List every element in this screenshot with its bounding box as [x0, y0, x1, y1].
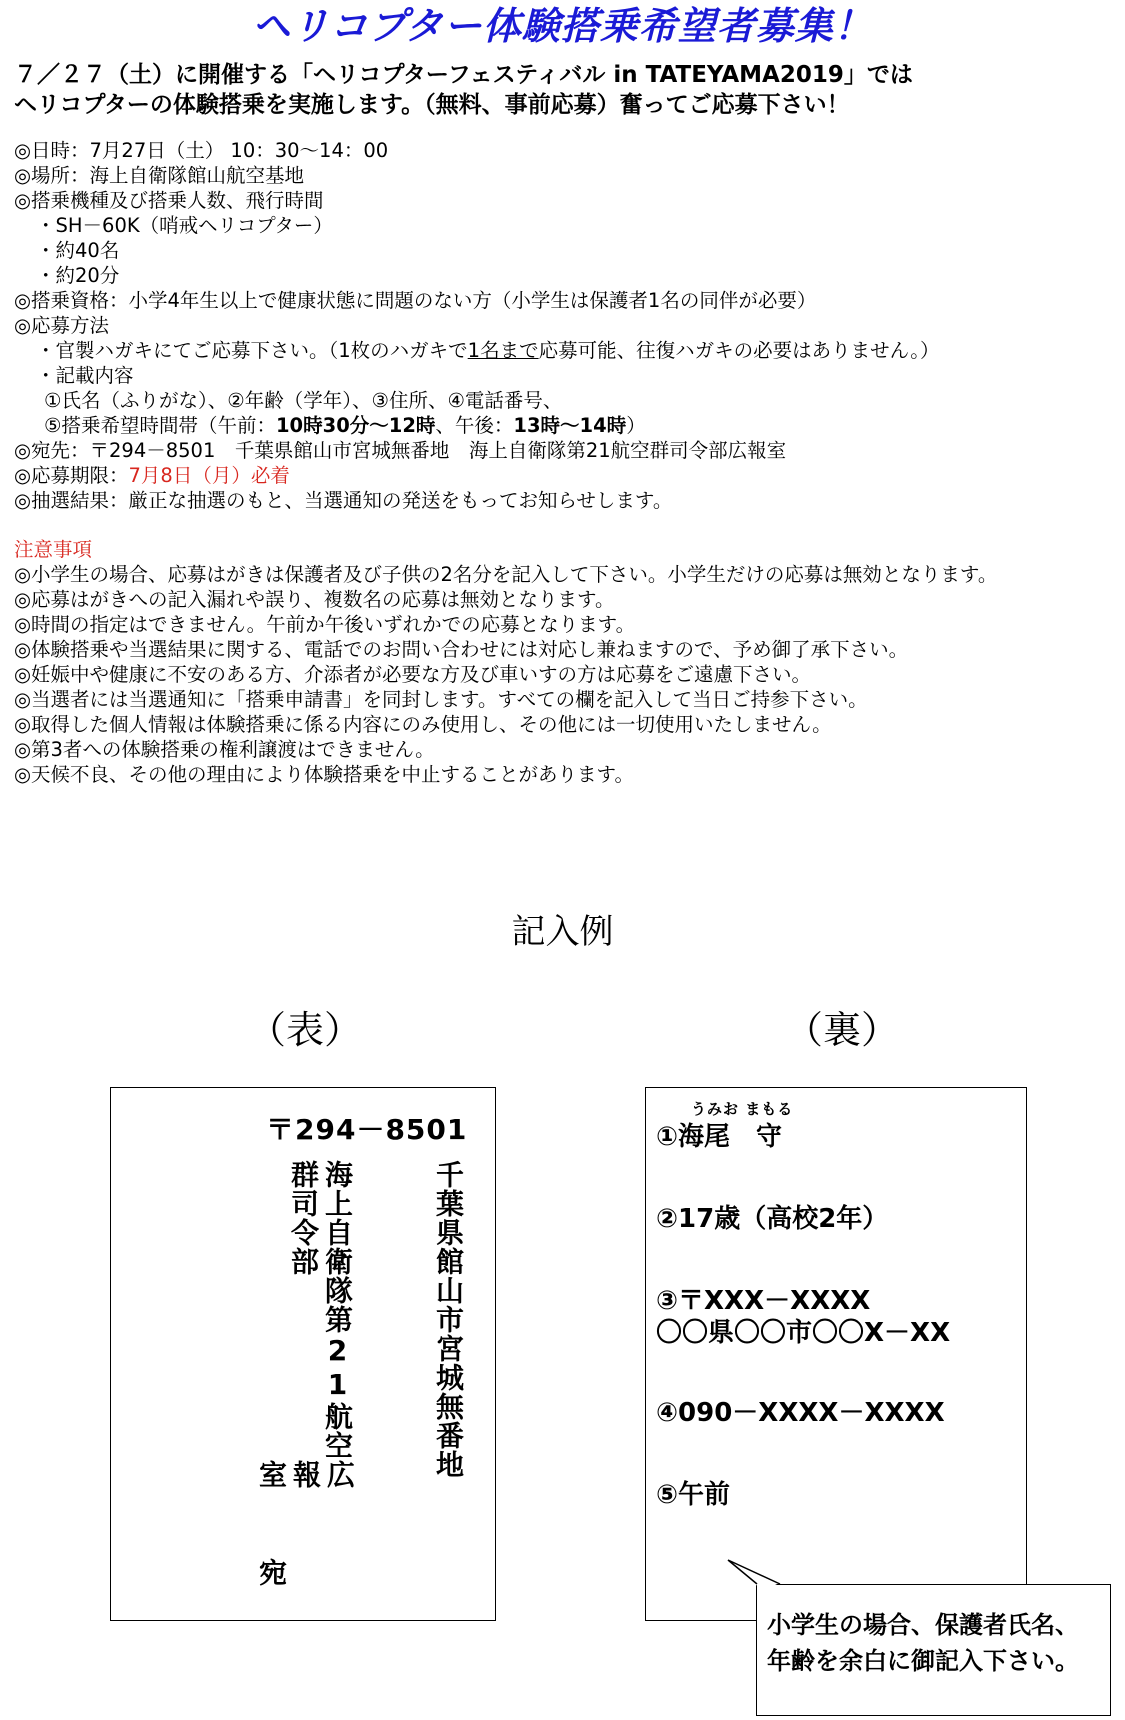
note-item: ◎小学生の場合、応募はがきは保護者及び子供の2名分を記入して下さい。小学生だけの応募は無効となります。: [14, 563, 998, 586]
info-result: ◎抽選結果：厳正な抽選のもと、当選通知の発送をもってお知らせします。: [14, 489, 673, 512]
info-method-line: [14, 413, 1114, 438]
back-furigana: うみお まもる: [691, 1100, 794, 1118]
page-title: ヘリコプター体験搭乗希望者募集！: [252, 4, 873, 48]
notes-section: [14, 537, 1114, 787]
info-place: ◎場所：海上自衛隊館山航空基地: [14, 164, 305, 187]
note-item: ◎取得した個人情報は体験搭乗に係る内容にのみ使用し、その他には一切使用いたしません。: [14, 713, 832, 736]
back-postal: ③〒XXX－XXXX: [656, 1286, 871, 1316]
info-method-line: [14, 338, 1114, 363]
back-age: ②17歳（高校2年）: [656, 1204, 889, 1234]
info-aircraft-item: ・約40名: [36, 239, 120, 262]
note-item: ◎妊娠中や健康に不安のある方、介添者が必要な方及び車いすの方は応募をご遠慮下さい。: [14, 663, 812, 686]
postcard-back: [645, 1087, 1027, 1621]
callout-note: [756, 1584, 1111, 1716]
back-phone: ④090－XXXX－XXXX: [656, 1398, 945, 1428]
info-method-header: ◎応募方法: [14, 314, 110, 337]
method-text: 応募可能、往復ハガキの必要はありません。）: [538, 339, 940, 362]
postcard-front: [110, 1087, 496, 1621]
info-aircraft-item: ・約20分: [36, 264, 120, 287]
note-item: ◎時間の指定はできません。午前か午後いずれかでの応募となります。: [14, 613, 636, 636]
note-item: ◎当選者には当選通知に「搭乗申請書」を同封します。すべての欄を記入して当日ご持参下さい。: [14, 688, 868, 711]
note-item: ◎体験搭乗や当選結果に関する、電話でのお問い合わせには対応し兼ねますので、予め御了承下さい。: [14, 638, 909, 661]
callout-pointer: [700, 1560, 790, 1620]
front-label: （表）: [248, 1008, 363, 1052]
back-name: ①海尾 守: [656, 1122, 783, 1152]
method-text: ⑤搭乗希望時間帯（午前：: [44, 414, 276, 437]
afternoon-time: 13時～14時: [513, 414, 627, 437]
intro-line: ７／２７（土）に開催する「ヘリコプターフェスティバル in TATEYAMA2019」では: [14, 62, 913, 88]
example-title: 記入例: [511, 912, 614, 952]
back-address: 〇〇県〇〇市〇〇X－XX: [656, 1318, 951, 1348]
method-text: ）: [626, 414, 646, 437]
info-aircraft-header: ◎搭乗機種及び搭乗人数、飛行時間: [14, 189, 324, 212]
method-text: 、午後：: [435, 414, 514, 437]
back-time: ⑤午前: [656, 1480, 731, 1510]
info-method-line: ・記載内容: [36, 364, 134, 387]
info-datetime: ◎日時：7月27日（土） 10：30～14：00: [14, 139, 389, 162]
info-aircraft-item: ・SH－60K（哨戒ヘリコプター）: [36, 214, 333, 237]
deadline-value: 7月8日（月）必着: [128, 464, 290, 487]
method-limit-text: 1名まで: [467, 339, 539, 362]
notes-title: 注意事項: [14, 538, 93, 561]
front-address: 千葉県館山市宮城無番地: [432, 1160, 465, 1479]
intro-text: [14, 60, 1114, 120]
front-recipient-dept: 広報室: [255, 1460, 356, 1489]
front-recipient: 海上自衛隊第21航空群司令部: [287, 1160, 354, 1460]
intro-line: ヘリコプターの体験搭乗を実施します。（無料、事前応募）奮ってご応募下さい！: [14, 92, 850, 118]
method-text: ・官製ハガキにてご応募下さい。（1枚のハガキで: [36, 339, 468, 362]
callout-line: 年齢を余白に御記入下さい。: [767, 1647, 1079, 1675]
deadline-label: ◎応募期限：: [14, 464, 129, 487]
info-address: ◎宛先：〒294－8501 千葉県館山市宮城無番地 海上自衛隊第21航空群司令部広報室: [14, 439, 787, 462]
info-deadline: [14, 463, 1114, 488]
info-method-line: ①氏名（ふりがな）、②年齢（学年）、③住所、④電話番号、: [44, 389, 563, 412]
front-postal-code: 〒294－8501: [266, 1113, 468, 1146]
front-honorific: 宛: [255, 1558, 288, 1587]
note-item: ◎第3者への体験搭乗の権利譲渡はできません。: [14, 738, 435, 761]
back-label: （裏）: [785, 1008, 900, 1052]
morning-time: 10時30分～12時: [275, 414, 436, 437]
note-item: ◎天候不良、その他の理由により体験搭乗を中止することがあります。: [14, 763, 634, 786]
info-section: [14, 138, 1114, 513]
info-qualification: ◎搭乗資格：小学4年生以上で健康状態に問題のない方（小学生は保護者1名の同伴が必要）: [14, 289, 817, 312]
callout-line: 小学生の場合、保護者氏名、: [767, 1611, 1079, 1639]
note-item: ◎応募はがきへの記入漏れや誤り、複数名の応募は無効となります。: [14, 588, 615, 611]
